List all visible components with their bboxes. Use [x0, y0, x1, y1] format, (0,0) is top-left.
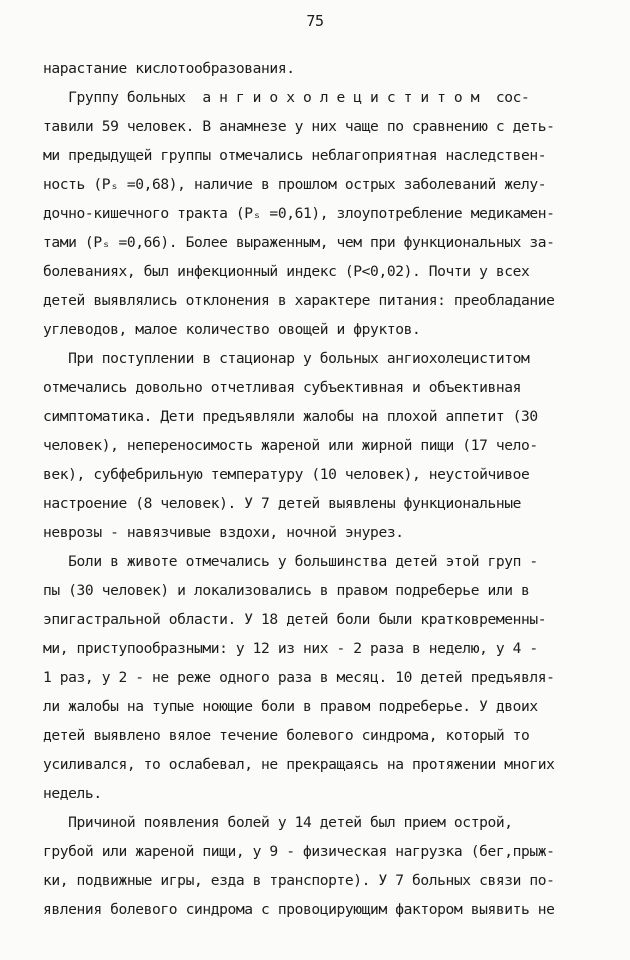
text-line: Группу больных а н г и о х о л е ц и с т и т о м сос-	[43, 89, 530, 106]
text-line: ность (Pₛ =0,68), наличие в прошлом острых заболеваний желу-	[43, 176, 547, 193]
text-line: нарастание кислотообразования.	[43, 60, 295, 77]
text-line: отмечались довольно отчетливая субъективная и объективная	[43, 379, 522, 396]
text-line: настроение (8 человек). У 7 детей выявлены функциональные	[43, 495, 522, 512]
text-line: эпигастральной области. У 18 детей боли были кратковременны-	[43, 611, 547, 628]
text-line: человек), непереносимость жареной или жирной пищи (17 чело-	[43, 437, 538, 454]
text-line: детей выявлено вялое течение болевого синдрома, который то	[43, 727, 530, 744]
text-line: век), субфебрильную температуру (10 человек), неустойчивое	[43, 466, 530, 483]
text-line: 1 раз, у 2 - не реже одного раза в месяц. 10 детей предъявля-	[43, 669, 555, 686]
text-line: При поступлении в стационар у больных ангиохолециститом	[43, 350, 530, 367]
text-line: тами (Pₛ =0,66). Более выраженным, чем при функциональных за-	[43, 234, 555, 251]
text-line: тавили 59 человек. В анамнезе у них чаще по сравнению с деть-	[43, 118, 555, 135]
text-line: дочно-кишечного тракта (Pₛ =0,61), злоупотребление медикамен-	[43, 205, 555, 222]
text-line: недель.	[43, 785, 102, 802]
text-line: явления болевого синдрома с провоцирующим фактором выявить не	[43, 901, 555, 918]
page-number: 75	[306, 12, 324, 30]
text-line: болеваниях, был инфекционный индекс (P<0,02). Почти у всех	[43, 263, 530, 280]
text-line: Причиной появления болей у 14 детей был прием острой,	[43, 814, 513, 831]
text-line: симптоматика. Дети предъявляли жалобы на плохой аппетит (30	[43, 408, 538, 425]
text-line: ки, подвижные игры, езда в транспорте). У 7 больных связи по-	[43, 872, 555, 889]
text-line: грубой или жареной пищи, у 9 - физическая нагрузка (бег,прыж-	[43, 843, 555, 860]
text-line: детей выявлялись отклонения в характере питания: преобладание	[43, 292, 555, 309]
text-line: неврозы - навязчивые вздохи, ночной энурез.	[43, 524, 404, 541]
text-line: пы (30 человек) и локализовались в правом подреберье или в	[43, 582, 530, 599]
text-line: ми предыдущей группы отмечались неблагоприятная наследствен-	[43, 147, 547, 164]
text-line: углеводов, малое количество овощей и фруктов.	[43, 321, 421, 338]
text-line: ми, приступообразными: у 12 из них - 2 раза в неделю, у 4 -	[43, 640, 538, 657]
text-line: Боли в животе отмечались у большинства детей этой груп -	[43, 553, 538, 570]
text-line: усиливался, то ослабевал, не прекращаясь на протяжении многих	[43, 756, 555, 773]
text-line: ли жалобы на тупые ноющие боли в правом подреберье. У двоих	[43, 698, 538, 715]
